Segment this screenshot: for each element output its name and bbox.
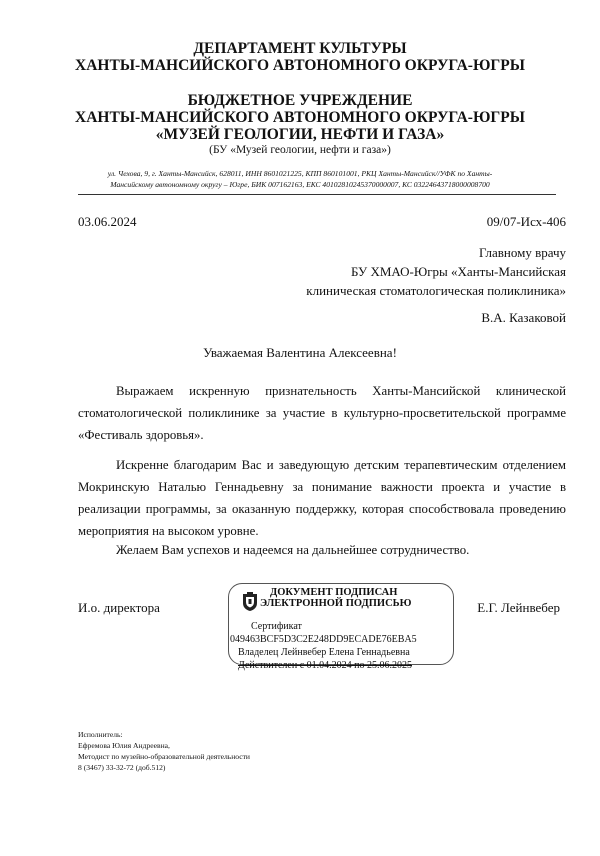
body-p2-line2: Мокринскую Наталью Геннадьевну за понимание важности проекта и участие в [78, 480, 566, 494]
stamp-title-line2: ЭЛЕКТРОННОЙ ПОДПИСЬЮ [260, 598, 412, 609]
addressee-line1: Главному врачу [478, 245, 566, 260]
salutation: Уважаемая Валентина Алексеевна! [203, 345, 397, 360]
executor-position: Методист по музейно-образовательной деятельности [78, 752, 250, 761]
document-number: 09/07-Исх-406 [486, 214, 566, 229]
requisites-line1: ул. Чехова, 9, г. Ханты-Мансийск, 628011, ИНН 8601021225, КПП 860101001, РКЦ Ханты-Мансийск//УФК по Ханты- [107, 169, 493, 178]
body-paragraph-1 [78, 380, 566, 446]
stamp-cert-number: 049463BCF5D3C2E248DD9ECADE76EBA5 [230, 634, 417, 645]
institution-title-line2: ХАНТЫ-МАНСИЙСКОГО АВТОНОМНОГО ОКРУГА-ЮГРЫ [75, 109, 525, 126]
body-p2-line4: мероприятия на высоком уровне. [78, 524, 259, 538]
addressee-name: В.А. Казаковой [481, 310, 566, 325]
electronic-signature-stamp [228, 583, 454, 671]
requisites-line2: Мансийскому автономному округу – Югре, БИК 007162163, ЕКС 40102810245370000007, КС 03224643718000008700 [110, 180, 490, 189]
stamp-validity: Действителен с 01.04.2024 по 25.06.2025 [238, 660, 412, 671]
institution-short-name: (БУ «Музей геологии, нефти и газа») [209, 144, 391, 156]
body-paragraph-3 [78, 539, 566, 561]
body-p2-line3: реализации программы, за оказанную поддержку, которая способствовала проведению [78, 502, 566, 516]
executor-phone: 8 (3467) 33-32-72 (доб.512) [78, 763, 166, 772]
executor-label: Исполнитель: [78, 730, 123, 739]
addressee-line2: БУ ХМАО-Югры «Ханты-Мансийская [350, 264, 566, 279]
institution-title-line3: «МУЗЕЙ ГЕОЛОГИИ, НЕФТИ И ГАЗА» [155, 126, 445, 143]
body-p1-line3: «Фестиваль здоровья». [78, 428, 204, 442]
body-p2-line1: Искренне благодарим Вас и заведующую детским терапевтическим отделением [116, 458, 566, 472]
stamp-cert-label: Сертификат [251, 621, 302, 632]
department-title-line1: ДЕПАРТАМЕНТ КУЛЬТУРЫ [193, 40, 407, 57]
executor-name: Ефремова Юлия Андреевна, [78, 741, 170, 750]
institution-title-line1: БЮДЖЕТНОЕ УЧРЕЖДЕНИЕ [187, 92, 413, 109]
stamp-owner: Владелец Лейнвебер Елена Геннадьевна [238, 647, 410, 658]
body-p3-line1: Желаем Вам успехов и надеемся на дальнейшее сотрудничество. [116, 543, 470, 557]
header-divider [78, 194, 556, 195]
stamp-title-line1: ДОКУМЕНТ ПОДПИСАН [270, 587, 398, 598]
addressee-line3: клиническая стоматологическая поликлиника» [306, 283, 566, 298]
body-paragraph-2 [78, 454, 566, 542]
department-title-line2: ХАНТЫ-МАНСИЙСКОГО АВТОНОМНОГО ОКРУГА-ЮГРЫ [75, 57, 525, 74]
signer-name: Е.Г. Лейнвебер [477, 600, 560, 615]
coat-of-arms-icon [242, 592, 258, 612]
document-date: 03.06.2024 [78, 214, 137, 229]
body-p1-line2: стоматологической поликлинике за участие в культурно-просветительской программе [78, 406, 566, 420]
signer-position: И.о. директора [78, 600, 160, 615]
body-p1-line1: Выражаем искренную признательность Ханты-Мансийской клинической [116, 384, 566, 398]
